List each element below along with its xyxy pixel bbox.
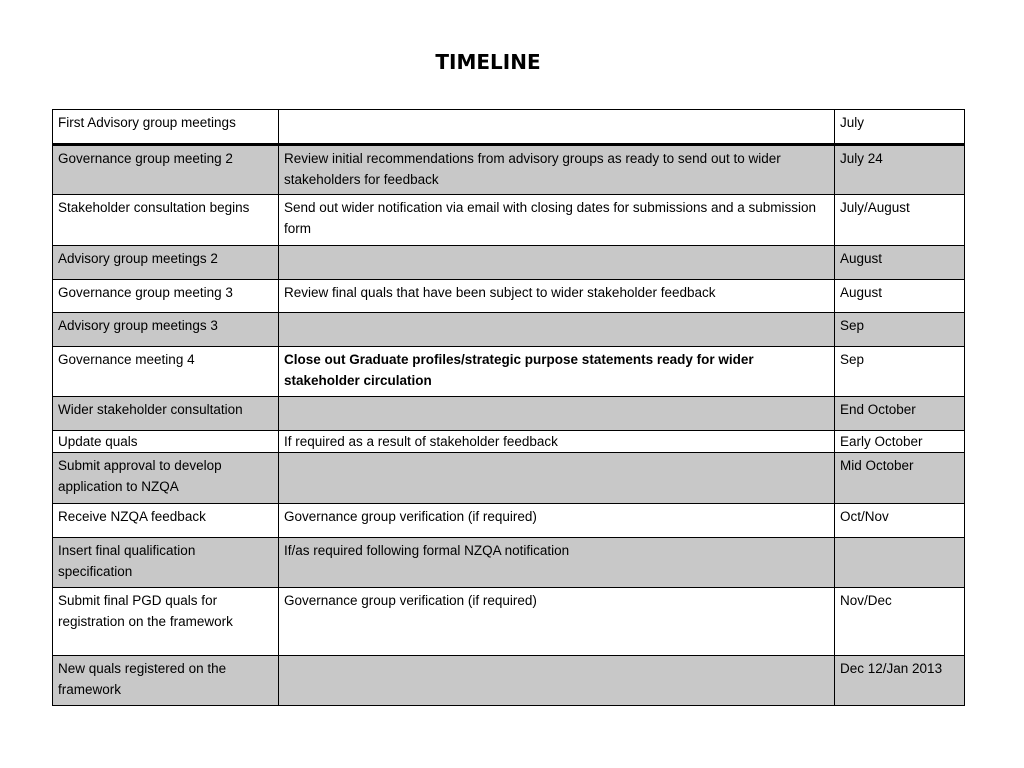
table-row bbox=[53, 280, 965, 313]
detail-cell: Governance group verification (if required) bbox=[279, 588, 835, 656]
date-cell: August bbox=[835, 280, 965, 313]
task-cell: Stakeholder consultation begins bbox=[53, 195, 279, 246]
task-cell: Submit final PGD quals for registration on the framework bbox=[53, 588, 279, 656]
detail-cell: Review initial recommendations from advisory groups as ready to send out to wider stakeholders for feedback bbox=[279, 145, 835, 195]
task-cell: Governance group meeting 3 bbox=[53, 280, 279, 313]
date-cell: July bbox=[835, 110, 965, 145]
page-title: TIMELINE bbox=[435, 50, 541, 74]
date-cell bbox=[835, 538, 965, 588]
date-cell: Dec 12/Jan 2013 bbox=[835, 656, 965, 706]
table-row bbox=[53, 313, 965, 347]
date-cell: Nov/Dec bbox=[835, 588, 965, 656]
table-row bbox=[53, 504, 965, 538]
table-row bbox=[53, 397, 965, 431]
detail-cell bbox=[279, 110, 835, 145]
detail-cell: Close out Graduate profiles/strategic purpose statements ready for wider stakeholder circulation bbox=[279, 347, 835, 397]
date-cell: End October bbox=[835, 397, 965, 431]
date-cell: Sep bbox=[835, 313, 965, 347]
detail-cell: Review final quals that have been subject to wider stakeholder feedback bbox=[279, 280, 835, 313]
detail-cell bbox=[279, 313, 835, 347]
task-cell: First Advisory group meetings bbox=[53, 110, 279, 145]
detail-cell: Send out wider notification via email with closing dates for submissions and a submission form bbox=[279, 195, 835, 246]
timeline-table bbox=[52, 109, 965, 706]
table-row bbox=[53, 588, 965, 656]
date-cell: Early October bbox=[835, 431, 965, 453]
detail-cell: If required as a result of stakeholder feedback bbox=[279, 431, 835, 453]
task-cell: Submit approval to develop application to NZQA bbox=[53, 453, 279, 504]
task-cell: Receive NZQA feedback bbox=[53, 504, 279, 538]
task-cell: Governance meeting 4 bbox=[53, 347, 279, 397]
detail-cell bbox=[279, 453, 835, 504]
task-cell: New quals registered on the framework bbox=[53, 656, 279, 706]
table-row bbox=[53, 431, 965, 453]
task-cell: Advisory group meetings 2 bbox=[53, 246, 279, 280]
table-row bbox=[53, 656, 965, 706]
table-row bbox=[53, 347, 965, 397]
table-row bbox=[53, 145, 965, 195]
detail-cell: Governance group verification (if required) bbox=[279, 504, 835, 538]
task-cell: Wider stakeholder consultation bbox=[53, 397, 279, 431]
table-row bbox=[53, 453, 965, 504]
table-row bbox=[53, 538, 965, 588]
detail-cell: If/as required following formal NZQA notification bbox=[279, 538, 835, 588]
task-cell: Advisory group meetings 3 bbox=[53, 313, 279, 347]
table-row bbox=[53, 110, 965, 145]
task-cell: Update quals bbox=[53, 431, 279, 453]
detail-cell bbox=[279, 397, 835, 431]
table-row bbox=[53, 195, 965, 246]
detail-cell bbox=[279, 246, 835, 280]
date-cell: August bbox=[835, 246, 965, 280]
date-cell: Oct/Nov bbox=[835, 504, 965, 538]
date-cell: July/August bbox=[835, 195, 965, 246]
date-cell: Sep bbox=[835, 347, 965, 397]
task-cell: Insert final qualification specification bbox=[53, 538, 279, 588]
detail-cell bbox=[279, 656, 835, 706]
date-cell: Mid October bbox=[835, 453, 965, 504]
task-cell: Governance group meeting 2 bbox=[53, 145, 279, 195]
date-cell: July 24 bbox=[835, 145, 965, 195]
table-row bbox=[53, 246, 965, 280]
